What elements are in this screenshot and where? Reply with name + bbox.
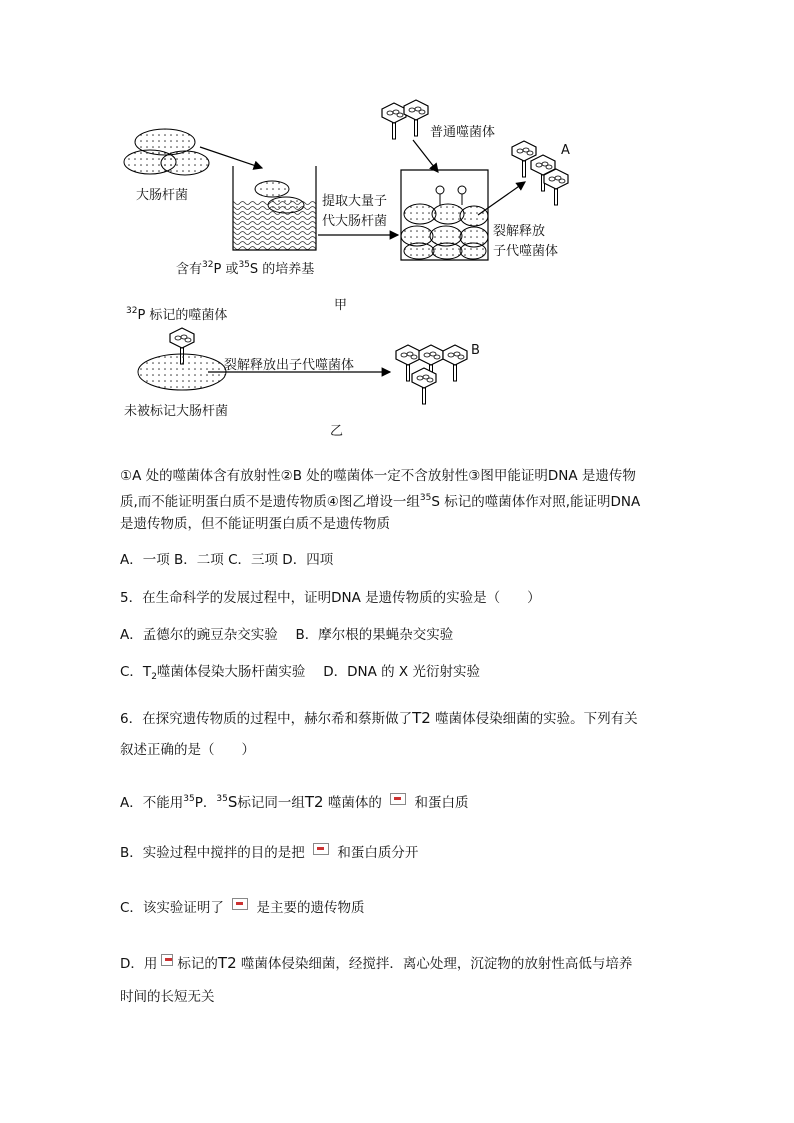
infection-container [401,170,488,260]
label-lyse: 裂解释放 子代噬菌体 [493,224,559,259]
q5-options-cd: C．$T_2$噬菌体侵染大肠杆菌实验 D．DNA 的 X 光衍射实验 [120,664,480,682]
q6-stem-line2: 叙述正确的是（ ） [120,742,255,758]
broken-image-icon [161,954,173,966]
phage-icon [512,141,536,177]
q5-options-ab: A．孟德尔的豌豆杂交实验 B．摩尔根的果蝇杂交实验 [120,627,454,643]
phage-icon [412,368,436,404]
label-unlabeled-ecoli: 未被标记大肠杆菌 [124,404,229,419]
ecoli-cluster [124,129,209,175]
broken-image-icon [313,843,329,855]
label-A: A [561,143,570,158]
label-normal-phage: 普通噬菌体 [430,125,496,140]
arrow-normal-phage [413,140,438,172]
label-medium: 含有$^{32}$P 或$^{35}$S 的培养基 [176,260,315,277]
q6-option-d-line2: 时间的长短无关 [120,989,215,1005]
broken-image-icon [232,898,248,910]
q4-options: A．一项 B．二项 C．三项 D．四项 [120,552,334,568]
caption-yi: 乙 [330,424,344,439]
broken-image-icon [390,793,406,805]
experiment-diagram [0,0,794,440]
arrow-release-A [478,182,525,215]
arrow-to-medium [200,147,262,168]
label-B: B [471,343,480,358]
label-ecoli: 大肠杆菌 [136,188,189,203]
q6-option-b: B．实验过程中搅拌的目的是把 和蛋白质分开 [120,845,419,861]
phage-icon [404,100,428,136]
medium-beaker [233,166,316,250]
phage-icon [443,345,467,381]
q6-stem: 6．在探究遗传物质的过程中，赫尔希和蔡斯做了T2 噬菌体侵染细菌的实验。下列有关 [120,709,638,727]
caption-jia: 甲 [334,298,348,313]
label-p32-phage: $^{32}$P 标记的噬菌体 [126,306,228,323]
label-extract: 提取大量子 代大肠杆菌 [322,194,388,229]
label-lyse-yi: 裂解释放出子代噬菌体 [224,358,355,373]
q6-option-c: C．该实验证明了 是主要的遗传物质 [120,900,365,916]
q6-option-d: D．用 标记的T2 噬菌体侵染细菌，经搅拌．离心处理，沉淀物的放射性高低与培养 [120,954,633,972]
q5-stem: 5．在生命科学的发展过程中，证明DNA 是遗传物质的实验是（ ） [120,590,541,606]
phage-icon [382,103,406,139]
q4-statements: ①A 处的噬菌体含有放射性②B 处的噬菌体一定不含放射性③图甲能证明DNA 是遗传物 质,而不能证明蛋白质不是遗传物质④图乙增设一组$^{35}$S 标记的噬菌体作对照,能证明DNA 是遗传物质，但不能证明蛋白质不是遗传物质 [120,468,641,532]
q6-option-a: A．不能用$^{35}$P．$^{35}$S标记同一组T2 噬菌体的 和蛋白质 [120,793,469,811]
phage-icon [544,169,568,205]
